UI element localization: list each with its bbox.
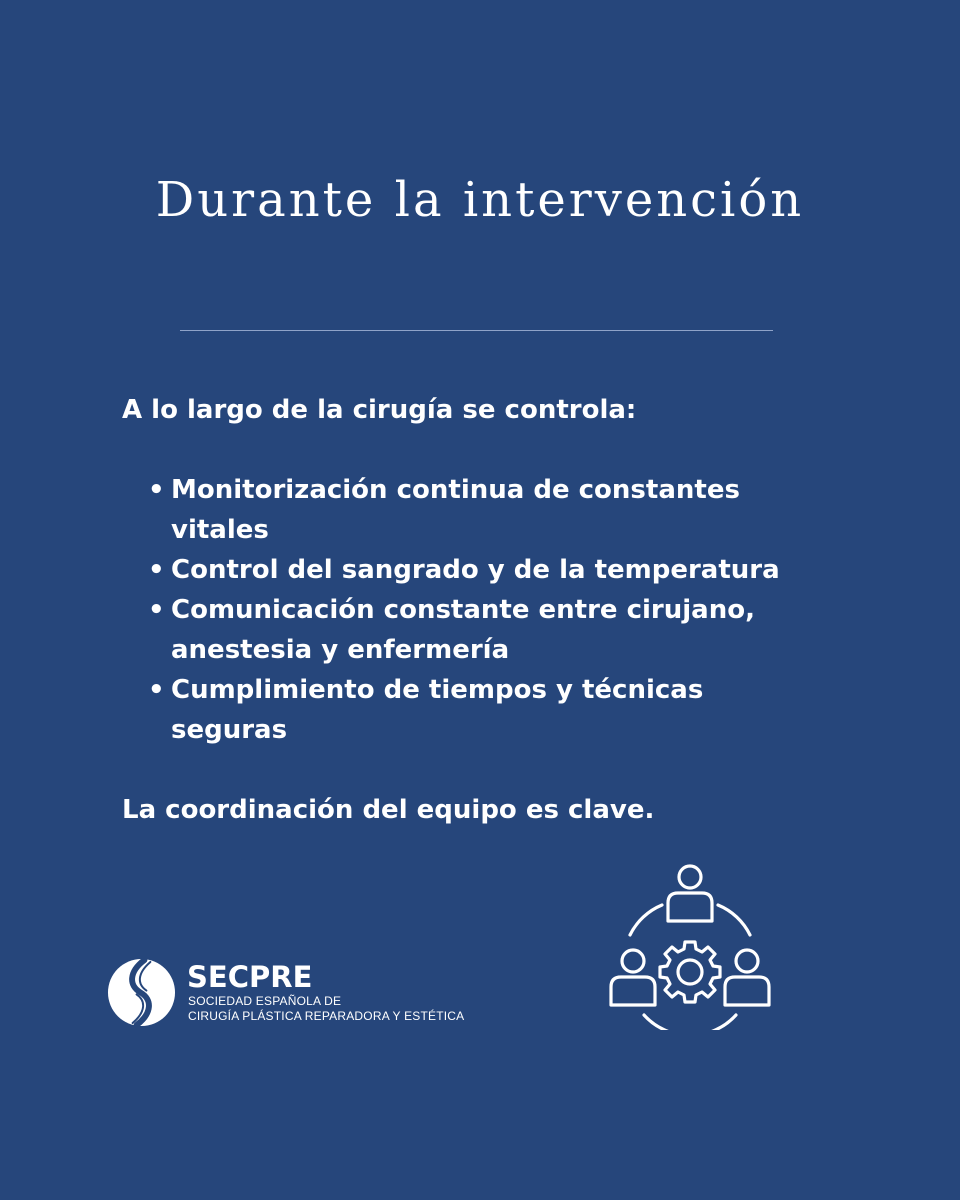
team-gear-icon [600, 855, 780, 1030]
logo-subtitle [188, 994, 464, 1024]
main-content [122, 390, 842, 830]
list-item-text: Monitorización continua de constantes vitales [171, 475, 740, 545]
list-item-text: Control del sangrado y de la temperatura [171, 555, 780, 585]
bullet: • [148, 595, 165, 625]
list-item [122, 550, 811, 590]
controls-list [122, 470, 842, 750]
logo-subtitle-line: SOCIEDAD ESPAÑOLA DE [188, 994, 342, 1008]
logo-subtitle-line: CIRUGÍA PLÁSTICA REPARADORA Y ESTÉTICA [188, 1009, 465, 1023]
closing-text: La coordinación del equipo es clave. [122, 795, 655, 825]
list-item [122, 590, 811, 670]
list-item [122, 670, 811, 750]
page-title: Durante la intervención [155, 172, 805, 228]
bullet: • [148, 555, 165, 585]
bullet: • [148, 475, 165, 505]
intro-text: A lo largo de la cirugía se controla: [122, 395, 637, 425]
list-item [122, 470, 811, 550]
secpre-logo [107, 958, 487, 1030]
title-divider [180, 330, 773, 331]
bullet: • [148, 675, 165, 705]
logo-name: SECPRE [187, 960, 313, 994]
secpre-logo-icon [107, 958, 176, 1027]
list-item-text: Comunicación constante entre cirujano, anestesia y enfermería [171, 595, 755, 665]
list-item-text: Cumplimiento de tiempos y técnicas seguras [171, 675, 704, 745]
